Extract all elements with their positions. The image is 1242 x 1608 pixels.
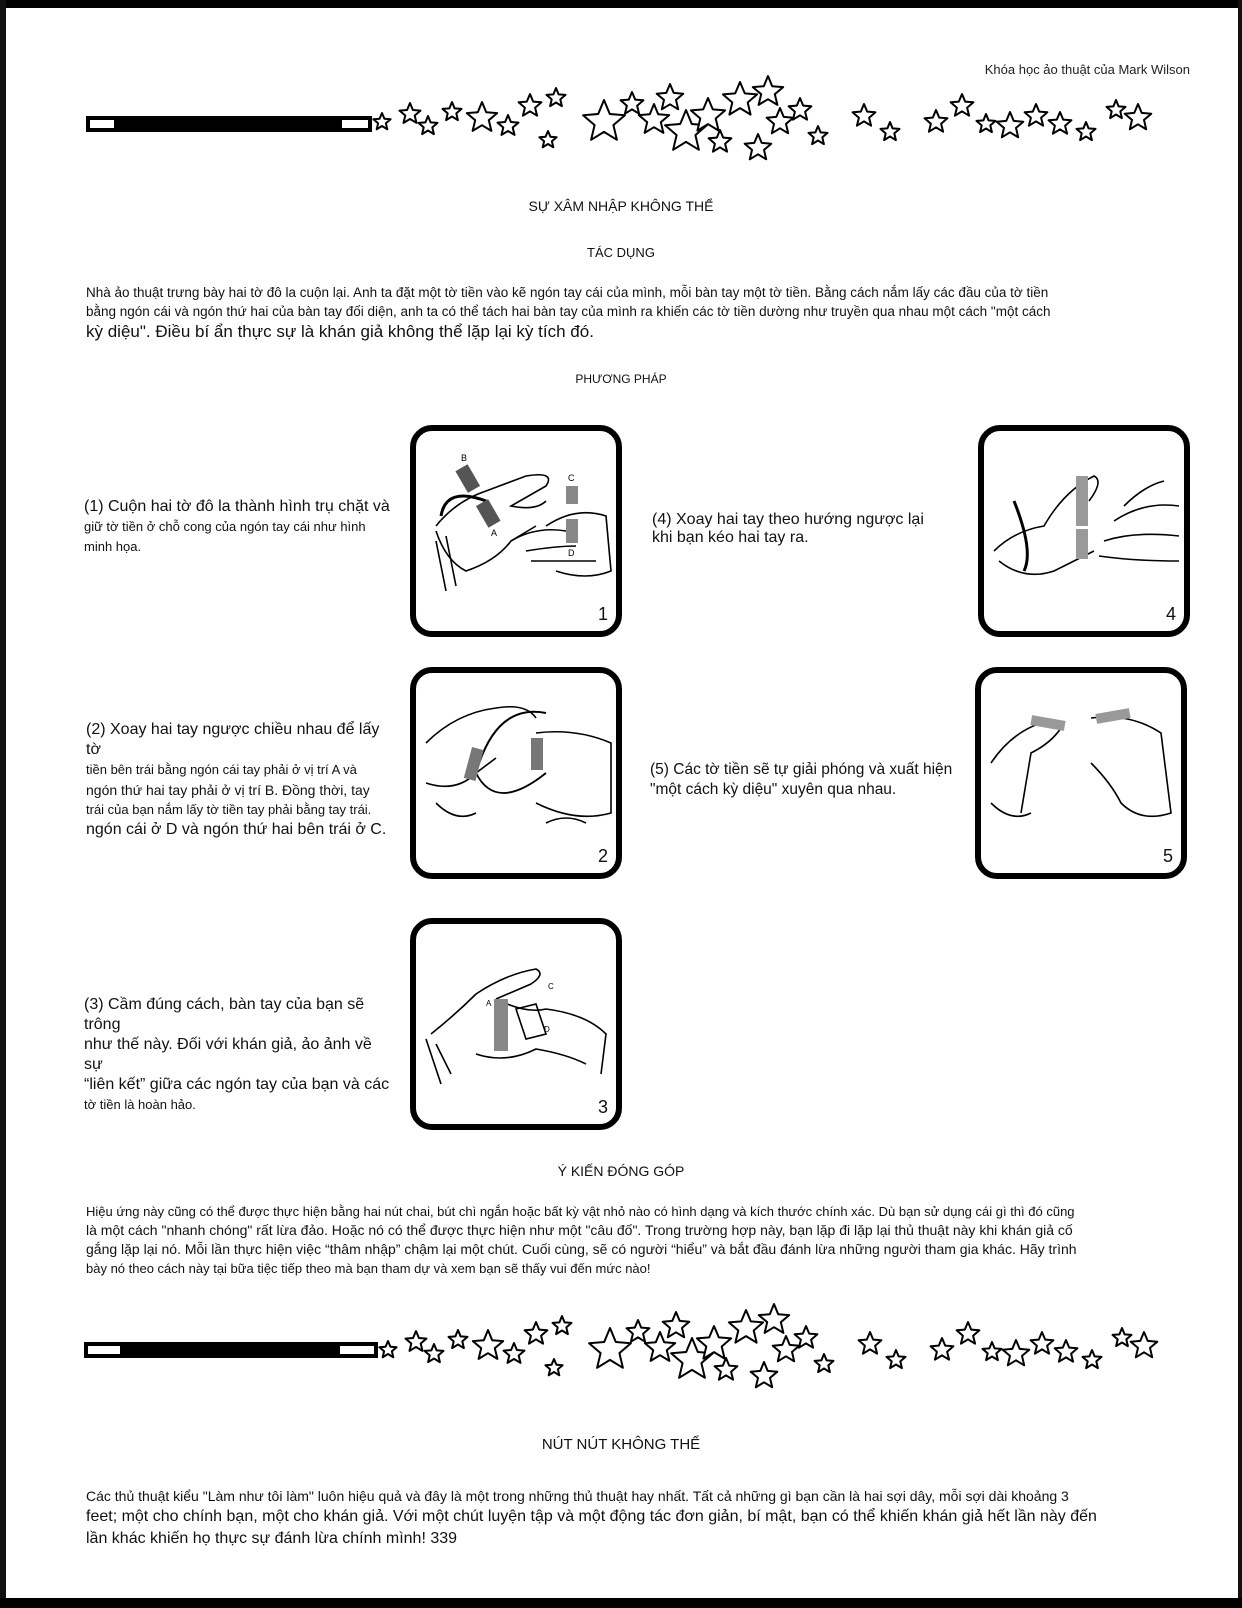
star-icon <box>519 94 542 116</box>
star-icon <box>983 1342 1002 1360</box>
figure-5 <box>975 667 1187 879</box>
method-heading: PHƯƠNG PHÁP <box>575 372 667 386</box>
step-5-text <box>650 760 970 800</box>
star-icon <box>1003 1340 1030 1365</box>
magic-wand-divider-top <box>86 116 372 132</box>
step-line: tiền bên trái bằng ngón cái tay phải ở vị trí A và <box>86 762 357 777</box>
section-title-2: NÚT NÚT KHÔNG THỂ <box>541 1436 701 1453</box>
figure-number: 4 <box>1165 604 1176 624</box>
svg-text:C: C <box>568 473 575 483</box>
step-line: (4) Xoay hai tay theo hướng ngược lại <box>652 511 924 528</box>
running-head: Khóa học ảo thuật của Mark Wilson <box>984 62 1190 77</box>
wand-tip-left <box>90 120 114 128</box>
step-line: khi bạn kéo hai tay ra. <box>652 529 809 546</box>
hands-illustration-5 <box>981 673 1181 873</box>
step-line: (1) Cuộn hai tờ đô la thành hình trụ chặt và <box>84 498 390 515</box>
star-icon <box>795 1326 818 1348</box>
star-icon <box>473 1330 503 1359</box>
intro-paragraph <box>86 1487 1196 1550</box>
hands-illustration-1 <box>416 431 616 631</box>
effect-line: kỳ diệu". Điều bí ẩn thực sự là khán giả không thể lặp lại kỳ tích đó. <box>86 322 594 341</box>
comments-line: bày nó theo cách này tại bữa tiệc tiếp theo mà bạn tham dự và xem bạn sẽ thấy vui đến mức nào! <box>86 1261 651 1276</box>
star-icon <box>583 100 625 140</box>
star-icon <box>379 1341 396 1357</box>
star-icon <box>789 98 812 120</box>
star-icon <box>627 1320 650 1342</box>
star-icon <box>467 102 497 131</box>
star-icon <box>815 1354 834 1372</box>
star-icon <box>809 126 828 144</box>
wand-tip-right <box>340 1346 374 1354</box>
figure-3 <box>410 918 622 1130</box>
step-line: giữ tờ tiền ở chỗ cong của ngón tay cái như hình <box>84 519 366 534</box>
section-title: SỰ XÂM NHẬP KHÔNG THỂ <box>528 198 714 214</box>
step-line: ngón cái ở D và ngón thứ hai bên trái ở C. <box>86 821 387 838</box>
svg-text:B: B <box>461 453 468 463</box>
step-line: (3) Cầm đúng cách, bàn tay của bạn sẽ trông <box>84 996 365 1033</box>
star-icon <box>1077 122 1096 140</box>
star-icon <box>1031 1332 1054 1354</box>
star-icon <box>406 1331 427 1351</box>
star-icon <box>715 1358 738 1380</box>
star-icon <box>449 1330 468 1348</box>
star-icon <box>853 104 876 126</box>
step-line: tờ tiền là hoàn hảo. <box>84 1097 196 1112</box>
comments-paragraph <box>86 1202 1216 1278</box>
star-icon <box>745 134 772 159</box>
figure-1 <box>410 425 622 637</box>
star-icon <box>925 110 948 132</box>
star-icon <box>443 102 462 120</box>
star-icon <box>498 115 519 135</box>
star-icon <box>1125 104 1152 129</box>
star-icon <box>931 1338 954 1360</box>
intro-line: lần khác khiến họ thực sự đánh lừa chính mình! 339 <box>86 1530 458 1547</box>
star-icon <box>759 1304 789 1333</box>
scan-border-bottom <box>0 1598 1242 1608</box>
step-line: trái của bạn nắm lấy tờ tiền tay phải bằng tay trái. <box>86 802 372 817</box>
figure-number: 1 <box>597 604 608 624</box>
figure-number: 5 <box>1162 846 1173 866</box>
step-3-text <box>84 995 394 1115</box>
scan-border-top <box>0 0 1242 8</box>
star-icon <box>957 1322 980 1344</box>
figure-number: 2 <box>597 846 608 866</box>
step-line: “liên kết” giữa các ngón tay của bạn và các <box>84 1076 390 1093</box>
effect-paragraph <box>86 283 1206 343</box>
comments-line: Hiệu ứng này cũng có thể được thực hiện bằng hai nút chai, bút chì ngắn hoặc bất kỳ vật nhỏ nào có hình dạng và kích thước chính xác. Dù bạn sử dụng cái gì thì đó cũng <box>86 1204 1075 1219</box>
step-line: minh họa. <box>84 539 142 554</box>
star-icon <box>1131 1332 1158 1357</box>
effect-heading: TÁC DỤNG <box>587 245 655 260</box>
comments-line: gắng lặp lại nó. Mỗi lần thực hiện việc “thâm nhập” chậm lại một chút. Cuối cùng, sẽ có người “hiểu” và bắt đầu đánh lừa những người tham gia khác. Hãy trình <box>86 1241 1077 1257</box>
comments-line: là một cách "nhanh chóng" rất lừa đảo. Hoặc nó có thể được thực hiện như một "câu đố". Trong trường hợp này, bạn lặp đi lặp lại thủ thuật này khi khán giả cố <box>86 1222 1073 1238</box>
intro-line: Các thủ thuật kiểu "Làm như tôi làm" luôn hiệu quả và đây là một trong những thủ thuật hay nhất. Tất cả những gì bạn cần là hai sợi dây, mỗi sợi dài khoảng 3 <box>86 1488 1069 1504</box>
step-2-text <box>86 720 396 840</box>
star-icon <box>525 1322 548 1344</box>
star-icon <box>709 130 732 152</box>
step-1-text <box>84 497 394 557</box>
magic-wand-divider-bottom <box>84 1342 378 1358</box>
step-4-text <box>652 510 952 548</box>
star-icon <box>425 1344 444 1362</box>
star-icon <box>663 1312 690 1337</box>
svg-text:D: D <box>568 548 575 558</box>
star-icon <box>859 1332 882 1354</box>
star-icon <box>753 76 783 105</box>
star-icon <box>1025 104 1048 126</box>
star-icon <box>657 84 684 109</box>
hands-illustration-3 <box>416 924 616 1124</box>
effect-line: bằng ngón cái và ngón thứ hai của bàn tay đối diện, anh ta có thể tách hai bàn tay của mình ra khiến các tờ tiền dường như truyền qua nhau một cách "một cách <box>86 304 1051 319</box>
star-icon <box>1083 1350 1102 1368</box>
star-icon <box>400 103 421 123</box>
star-icon <box>1107 100 1126 118</box>
star-icon <box>621 92 644 114</box>
figure-number: 3 <box>597 1097 608 1117</box>
star-icon <box>545 1359 562 1375</box>
figure-2 <box>410 667 622 879</box>
stars-decoration-top <box>370 70 1200 180</box>
star-icon <box>547 88 566 106</box>
star-icon <box>553 1316 572 1334</box>
star-icon <box>881 122 900 140</box>
star-icon <box>751 1362 778 1387</box>
scan-border-right <box>1238 0 1242 1608</box>
step-line: "một cách kỳ diệu" xuyên qua nhau. <box>650 781 897 798</box>
star-icon <box>1113 1328 1132 1346</box>
stars-decoration-bottom <box>376 1298 1206 1408</box>
star-icon <box>1049 112 1072 134</box>
svg-text:D: D <box>544 1025 550 1034</box>
star-icon <box>589 1328 631 1368</box>
scan-border-left <box>0 0 6 1608</box>
step-line: như thế này. Đối với khán giả, ảo ảnh về sự <box>84 1036 372 1073</box>
star-icon <box>373 113 390 129</box>
star-icon <box>539 131 556 147</box>
comments-heading: Ý KIẾN ĐÓNG GÓP <box>557 1163 685 1179</box>
effect-line: Nhà ảo thuật trưng bày hai tờ đô la cuộn lại. Anh ta đặt một tờ tiền vào kẽ ngón tay cái của mình, mỗi bàn tay một tờ tiền. Bằng cách nắm lấy các đầu của tờ tiền <box>86 285 1049 300</box>
star-icon <box>767 108 794 133</box>
star-icon <box>419 116 438 134</box>
star-icon <box>997 112 1024 137</box>
star-icon <box>773 1336 800 1361</box>
wand-tip-right <box>342 120 368 128</box>
star-icon <box>1055 1340 1078 1362</box>
svg-text:A: A <box>491 528 498 538</box>
star-icon <box>951 94 974 116</box>
svg-text:A: A <box>486 999 492 1008</box>
step-line: (5) Các tờ tiền sẽ tự giải phóng và xuất hiện <box>650 761 953 778</box>
figure-4 <box>978 425 1190 637</box>
star-icon <box>504 1343 525 1363</box>
intro-line: feet; một cho chính bạn, một cho khán giả. Với một chút luyện tập và một động tác đơn giản, bí mật, bạn có thể khiến khán giả hết lần này đến <box>86 1508 1097 1525</box>
star-icon <box>977 114 996 132</box>
hands-illustration-4 <box>984 431 1184 631</box>
hands-illustration-2 <box>416 673 616 873</box>
step-line: ngón thứ hai tay phải ở vị trí B. Đồng thời, tay <box>86 782 370 798</box>
star-icon <box>887 1350 906 1368</box>
svg-text:C: C <box>548 982 554 991</box>
step-line: (2) Xoay hai tay ngược chiều nhau để lấy tờ <box>86 721 380 758</box>
wand-tip-left <box>88 1346 120 1354</box>
